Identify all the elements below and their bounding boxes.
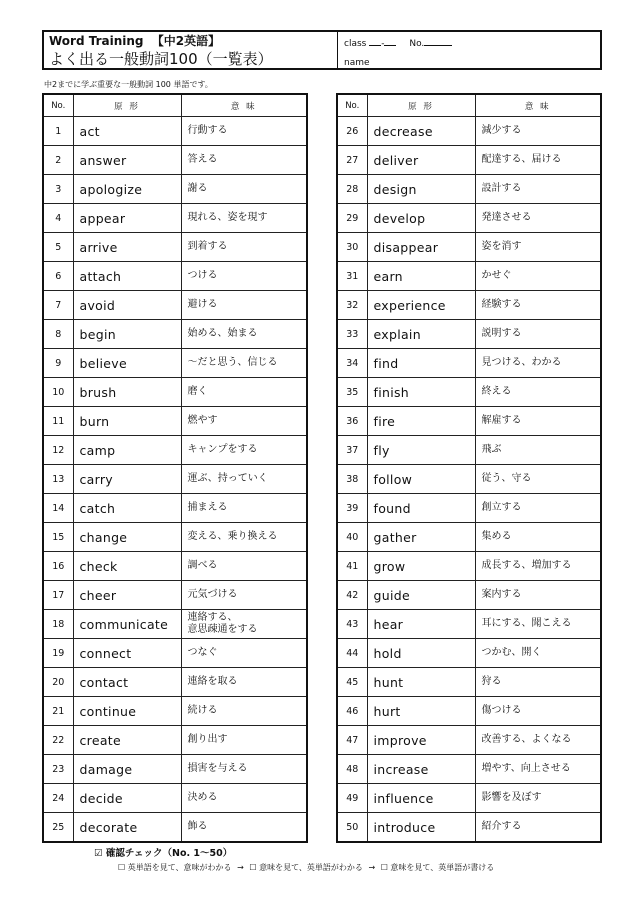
word-number: 3: [43, 175, 73, 204]
word-number: 47: [337, 726, 367, 755]
check-title: ☑ 確認チェック（No. 1〜50）: [94, 848, 233, 859]
word-number: 18: [43, 610, 73, 639]
word-meaning: 燃やす: [181, 407, 307, 436]
word-meaning: 経験する: [475, 291, 601, 320]
table-row: [337, 552, 601, 581]
word-meaning: 創り出す: [181, 726, 307, 755]
word-number: 31: [337, 262, 367, 291]
table-row: [337, 436, 601, 465]
word-number: 11: [43, 407, 73, 436]
word-meaning: 紹介する: [475, 813, 601, 843]
word-number: 35: [337, 378, 367, 407]
check-steps: [118, 862, 497, 873]
table-row: [337, 407, 601, 436]
word-number: 42: [337, 581, 367, 610]
grade-label: 【中2英語】: [151, 34, 221, 48]
table-row: [337, 146, 601, 175]
word-meaning: キャンプをする: [181, 436, 307, 465]
word-meaning: 調べる: [181, 552, 307, 581]
word-number: 34: [337, 349, 367, 378]
table-row: [43, 407, 307, 436]
table-row: [337, 204, 601, 233]
word-number: 23: [43, 755, 73, 784]
step-1[interactable]: ☐ 英単語を見て、意味がわかる: [118, 863, 232, 872]
word-meaning: 決める: [181, 784, 307, 813]
word-number: 39: [337, 494, 367, 523]
word-number: 27: [337, 146, 367, 175]
word-number: 9: [43, 349, 73, 378]
word-base-form: fire: [367, 407, 475, 436]
word-meaning: 耳にする、聞こえる: [475, 610, 601, 639]
step-2[interactable]: ☐ 意味を見て、英単語がわかる: [249, 863, 363, 872]
class-number-field[interactable]: [384, 37, 396, 46]
word-base-form: camp: [73, 436, 181, 465]
word-base-form: hold: [367, 639, 475, 668]
col-header-meaning: 意 味: [181, 94, 307, 117]
word-base-form: check: [73, 552, 181, 581]
table-row: [337, 610, 601, 639]
word-meaning: 避ける: [181, 291, 307, 320]
no-field[interactable]: [424, 37, 452, 46]
word-number: 4: [43, 204, 73, 233]
word-number: 29: [337, 204, 367, 233]
table-row: [337, 233, 601, 262]
word-number: 30: [337, 233, 367, 262]
word-meaning: 姿を消す: [475, 233, 601, 262]
word-base-form: design: [367, 175, 475, 204]
word-base-form: guide: [367, 581, 475, 610]
word-number: 37: [337, 436, 367, 465]
word-base-form: fly: [367, 436, 475, 465]
word-meaning: 創立する: [475, 494, 601, 523]
word-number: 1: [43, 117, 73, 146]
word-meaning: 現れる、姿を現す: [181, 204, 307, 233]
word-base-form: earn: [367, 262, 475, 291]
word-meaning: 案内する: [475, 581, 601, 610]
table-row: [337, 378, 601, 407]
word-number: 15: [43, 523, 73, 552]
table-row: [337, 175, 601, 204]
word-meaning: 磨く: [181, 378, 307, 407]
word-meaning: つかむ、開く: [475, 639, 601, 668]
word-base-form: explain: [367, 320, 475, 349]
word-meaning: 飾る: [181, 813, 307, 843]
word-base-form: carry: [73, 465, 181, 494]
word-base-form: find: [367, 349, 475, 378]
col-header-no: No.: [337, 94, 367, 117]
word-base-form: develop: [367, 204, 475, 233]
word-base-form: damage: [73, 755, 181, 784]
table-row: [43, 639, 307, 668]
word-meaning: 運ぶ、持っていく: [181, 465, 307, 494]
word-meaning: 影響を及ぼす: [475, 784, 601, 813]
title-en: Word Training: [49, 34, 144, 48]
word-meaning: 傷つける: [475, 697, 601, 726]
word-number: 21: [43, 697, 73, 726]
word-number: 50: [337, 813, 367, 843]
class-field[interactable]: [369, 37, 381, 46]
table-header-row: [337, 94, 601, 117]
word-meaning: つける: [181, 262, 307, 291]
table-row: [337, 494, 601, 523]
word-number: 36: [337, 407, 367, 436]
word-table-right: [336, 93, 602, 843]
word-base-form: brush: [73, 378, 181, 407]
table-row: [43, 146, 307, 175]
table-row: [43, 436, 307, 465]
table-row: [43, 581, 307, 610]
word-meaning: 飛ぶ: [475, 436, 601, 465]
word-number: 17: [43, 581, 73, 610]
word-meaning: 元気づける: [181, 581, 307, 610]
word-base-form: catch: [73, 494, 181, 523]
word-number: 26: [337, 117, 367, 146]
word-meaning: 続ける: [181, 697, 307, 726]
class-separator: -: [381, 39, 385, 49]
table-row: [337, 320, 601, 349]
word-number: 19: [43, 639, 73, 668]
word-base-form: experience: [367, 291, 475, 320]
word-base-form: arrive: [73, 233, 181, 262]
word-base-form: finish: [367, 378, 475, 407]
word-base-form: believe: [73, 349, 181, 378]
word-meaning: 設計する: [475, 175, 601, 204]
intro-text: 中2までに学ぶ重要な一般動詞 100 単語です。: [44, 80, 213, 89]
word-number: 8: [43, 320, 73, 349]
table-row: [43, 262, 307, 291]
word-base-form: deliver: [367, 146, 475, 175]
word-number: 20: [43, 668, 73, 697]
page-title: よく出る一般動詞100（一覧表）: [49, 50, 273, 68]
word-base-form: found: [367, 494, 475, 523]
class-row: [344, 37, 600, 50]
table-row: [337, 581, 601, 610]
word-meaning: 連絡する、 意思疎通をする: [181, 610, 307, 639]
word-base-form: contact: [73, 668, 181, 697]
word-meaning: 増やす、向上させる: [475, 755, 601, 784]
word-meaning: 見つける、わかる: [475, 349, 601, 378]
word-number: 28: [337, 175, 367, 204]
table-row: [43, 349, 307, 378]
table-row: [337, 784, 601, 813]
table-row: [43, 117, 307, 146]
word-number: 33: [337, 320, 367, 349]
table-row: [43, 175, 307, 204]
word-base-form: apologize: [73, 175, 181, 204]
table-row: [43, 494, 307, 523]
word-meaning: 解雇する: [475, 407, 601, 436]
word-number: 48: [337, 755, 367, 784]
table-row: [337, 726, 601, 755]
word-meaning: 成長する、増加する: [475, 552, 601, 581]
table-row: [337, 639, 601, 668]
word-meaning: 集める: [475, 523, 601, 552]
word-base-form: cheer: [73, 581, 181, 610]
table-row: [337, 291, 601, 320]
word-meaning: 連絡を取る: [181, 668, 307, 697]
table-row: [43, 320, 307, 349]
word-meaning: 捕まえる: [181, 494, 307, 523]
word-number: 16: [43, 552, 73, 581]
no-label: No.: [409, 39, 425, 49]
title-line: [49, 34, 337, 49]
word-number: 46: [337, 697, 367, 726]
word-base-form: decrease: [367, 117, 475, 146]
word-number: 14: [43, 494, 73, 523]
word-meaning: 変える、乗り換える: [181, 523, 307, 552]
word-base-form: follow: [367, 465, 475, 494]
word-base-form: continue: [73, 697, 181, 726]
word-base-form: create: [73, 726, 181, 755]
word-base-form: burn: [73, 407, 181, 436]
student-info: [338, 32, 600, 68]
table-row: [337, 465, 601, 494]
word-meaning: 従う、守る: [475, 465, 601, 494]
word-number: 7: [43, 291, 73, 320]
col-header-meaning: 意 味: [475, 94, 601, 117]
word-base-form: act: [73, 117, 181, 146]
col-header-base: 原 形: [73, 94, 181, 117]
word-number: 6: [43, 262, 73, 291]
name-label: name: [344, 58, 370, 68]
word-meaning: 改善する、よくなる: [475, 726, 601, 755]
table-row: [43, 784, 307, 813]
table-row: [43, 378, 307, 407]
word-base-form: grow: [367, 552, 475, 581]
title-block: [44, 32, 338, 68]
word-base-form: influence: [367, 784, 475, 813]
table-header-row: [43, 94, 307, 117]
word-meaning: 減少する: [475, 117, 601, 146]
table-row: [337, 668, 601, 697]
word-number: 22: [43, 726, 73, 755]
table-row: [43, 291, 307, 320]
arrow: →: [368, 863, 376, 872]
word-base-form: answer: [73, 146, 181, 175]
word-meaning: 到着する: [181, 233, 307, 262]
word-meaning: 答える: [181, 146, 307, 175]
table-row: [43, 697, 307, 726]
table-row: [43, 465, 307, 494]
word-number: 2: [43, 146, 73, 175]
word-base-form: disappear: [367, 233, 475, 262]
word-meaning: 終える: [475, 378, 601, 407]
word-meaning: 配達する、届ける: [475, 146, 601, 175]
word-meaning: かせぐ: [475, 262, 601, 291]
word-number: 10: [43, 378, 73, 407]
col-header-base: 原 形: [367, 94, 475, 117]
table-row: [43, 813, 307, 843]
word-base-form: change: [73, 523, 181, 552]
word-base-form: increase: [367, 755, 475, 784]
word-number: 49: [337, 784, 367, 813]
word-number: 40: [337, 523, 367, 552]
word-meaning: 〜だと思う、信じる: [181, 349, 307, 378]
table-row: [43, 552, 307, 581]
word-number: 38: [337, 465, 367, 494]
table-row: [337, 697, 601, 726]
table-row: [43, 204, 307, 233]
word-base-form: gather: [367, 523, 475, 552]
word-number: 12: [43, 436, 73, 465]
table-row: [43, 726, 307, 755]
word-number: 45: [337, 668, 367, 697]
worksheet-header: [42, 30, 602, 70]
word-base-form: attach: [73, 262, 181, 291]
word-meaning: 狩る: [475, 668, 601, 697]
class-label: class: [344, 39, 367, 49]
table-row: [337, 349, 601, 378]
table-row: [337, 117, 601, 146]
word-meaning: 説明する: [475, 320, 601, 349]
word-base-form: appear: [73, 204, 181, 233]
word-base-form: connect: [73, 639, 181, 668]
table-row: [43, 523, 307, 552]
word-table-left: [42, 93, 308, 843]
table-row: [337, 523, 601, 552]
table-row: [43, 755, 307, 784]
word-meaning: 損害を与える: [181, 755, 307, 784]
word-number: 44: [337, 639, 367, 668]
word-number: 5: [43, 233, 73, 262]
word-number: 41: [337, 552, 367, 581]
col-header-no: No.: [43, 94, 73, 117]
word-number: 13: [43, 465, 73, 494]
word-base-form: begin: [73, 320, 181, 349]
word-base-form: hurt: [367, 697, 475, 726]
word-meaning: 行動する: [181, 117, 307, 146]
word-base-form: hunt: [367, 668, 475, 697]
word-base-form: communicate: [73, 610, 181, 639]
table-row: [43, 668, 307, 697]
word-number: 43: [337, 610, 367, 639]
word-base-form: improve: [367, 726, 475, 755]
word-base-form: hear: [367, 610, 475, 639]
word-number: 24: [43, 784, 73, 813]
table-row: [337, 813, 601, 843]
table-row: [43, 610, 307, 639]
word-base-form: decide: [73, 784, 181, 813]
word-meaning: 始める、始まる: [181, 320, 307, 349]
word-meaning: 発達させる: [475, 204, 601, 233]
word-number: 32: [337, 291, 367, 320]
word-number: 25: [43, 813, 73, 843]
word-meaning: 謝る: [181, 175, 307, 204]
table-row: [43, 233, 307, 262]
word-base-form: decorate: [73, 813, 181, 843]
table-row: [337, 262, 601, 291]
step-3[interactable]: ☐ 意味を見て、英単語が書ける: [380, 863, 495, 872]
word-meaning: つなぐ: [181, 639, 307, 668]
word-base-form: avoid: [73, 291, 181, 320]
arrow: →: [237, 863, 244, 872]
table-row: [337, 755, 601, 784]
word-base-form: introduce: [367, 813, 475, 843]
